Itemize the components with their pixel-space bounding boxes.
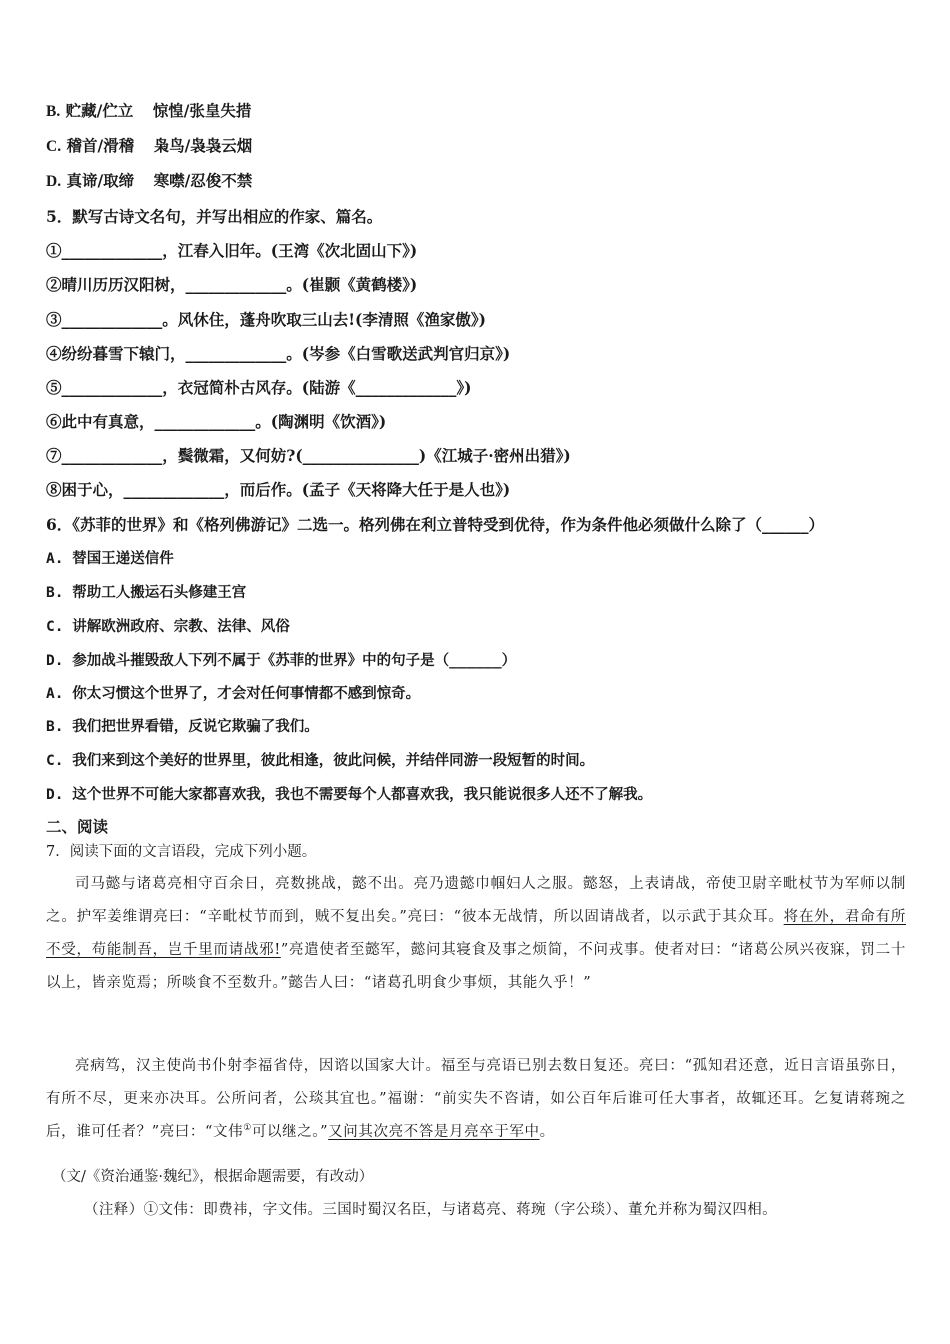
option-pair-2: 惊惶/张皇失措 [152,101,252,120]
option-pair-1: 稽首/滑稽 [66,136,135,155]
option-pair-1: 真谛/取缔 [66,171,135,190]
underlined-sentence: 将在外，君命有所不受，苟能制吾，岂千里而请战邪! [46,909,907,958]
option-pair-1: 贮藏/伫立 [65,101,134,120]
q6-option: D. 参加战斗摧毁敌人下列不属于《苏菲的世界》中的句子是（______） [46,653,517,669]
q5-item: ①_____________，江春入旧年。(王湾《次北固山下》) [46,241,418,260]
option-d-row [46,170,252,193]
option-c-row [46,135,252,158]
option-b-row [46,100,251,123]
q6-option: A. 你太习惯这个世界了，才会对任何事情都不感到惊奇。 [46,686,421,702]
q5-item: ⑤_____________，衣冠简朴古风存。(陆游《_____________》) [46,378,472,397]
underlined-sentence: 又问其次亮不答是月亮卒于军中 [328,1124,540,1140]
classical-passage-p2 [46,1050,906,1149]
q5-item: ⑦_____________，鬓微霜，又何妨?(_______________)《江城子·密州出猎》) [46,446,571,465]
option-letter: D. [46,173,62,190]
passage-text: 亮病笃，汉主使尚书仆射李福省侍，因谘以国家大计。福至与亮语已别去数日复还。亮曰：“孤知君还意，近日言语虽弥日，有所不尽，更来亦决耳。公所问者，公琰其宜也。”福谢：“前实失不咨请，如公百年后谁可任大事者，故辄还耳。乞复请蒋琬之后，谁可任者？”亮曰：“文伟 [46,1058,906,1140]
source-citation: （文/《资治通鉴·魏纪》，根据命题需要，有改动） [52,1169,374,1185]
passage-text: 。 [539,1124,555,1140]
footnote-marker: ① [243,1123,252,1134]
q5-item: ④纷纷暮雪下辕门，_____________。(岑参《白雪歌送武判官归京》) [46,344,511,363]
q5-title: 5．默写古诗文名句，并写出相应的作家、篇名。 [46,207,383,226]
q6-option: A. 替国王递送信件 [46,551,174,567]
q5-item: ③_____________。风休住，蓬舟吹取三山去!(李清照《渔家傲》) [46,310,486,329]
q6-option: C. 讲解欧洲政府、宗教、法律、风俗 [46,619,290,635]
option-letter: C. [46,138,62,155]
section-heading: 二、阅读 [46,817,109,836]
q7-title: 7．阅读下面的文言语段，完成下列小题。 [46,844,317,860]
passage-text: 可以继之。” [251,1124,329,1140]
q6-title: 6．《苏菲的世界》和《格列佛游记》二选一。格列佛在利立普特受到优待，作为条件他必须做什么除了（______） [46,515,825,534]
q6-option: D. 这个世界不可能大家都喜欢我，我也不需要每个人都喜欢我，我只能说很多人还不了解我。 [46,787,653,803]
option-letter: B. [46,103,61,120]
passage-text: ”亮遣使者至懿军，懿问其寝食及事之烦简，不问戎事。使者对曰：“诸葛公夙兴夜寐，罚二十以上，皆亲览焉；所啖食不至数升。”懿告人曰：“诸葛孔明食少事烦，其能久乎！” [46,942,906,991]
q5-item: ⑧困于心，_____________，而后作。(孟子《天将降大任于是人也》) [46,480,511,499]
option-pair-2: 枭鸟/袅袅云烟 [153,136,253,155]
option-pair-2: 寒噤/忍俊不禁 [153,171,253,190]
q6-option: C. 我们来到这个美好的世界里，彼此相逢，彼此问候，并结伴同游一段短暂的时间。 [46,753,595,769]
q5-item: ②晴川历历汉阳树，_____________。(崔颢《黄鹤楼》) [46,275,418,294]
q6-option: B. 帮助工人搬运石头修建王宫 [46,585,247,601]
footnote: （注释）①文伟：即费祎，字文伟。三国时蜀汉名臣，与诸葛亮、蒋琬（字公琰）、董允并称为蜀汉四相。 [84,1202,778,1218]
q6-option: B. 我们把世界看错，反说它欺骗了我们。 [46,719,319,735]
q5-item: ⑥此中有真意，_____________。(陶渊明《饮酒》) [46,412,387,431]
passage-text: 司马懿与诸葛亮相守百余日，亮数挑战，懿不出。亮乃遗懿巾帼妇人之服。懿怒，上表请战，帝使卫尉辛毗杖节为军师以制之。护军姜维谓亮曰：“辛毗杖节而到，贼不复出矣。”亮曰：“彼本无战情，所以固请战者，以示武于其众耳。 [46,876,906,925]
classical-passage-p1 [46,868,906,1000]
